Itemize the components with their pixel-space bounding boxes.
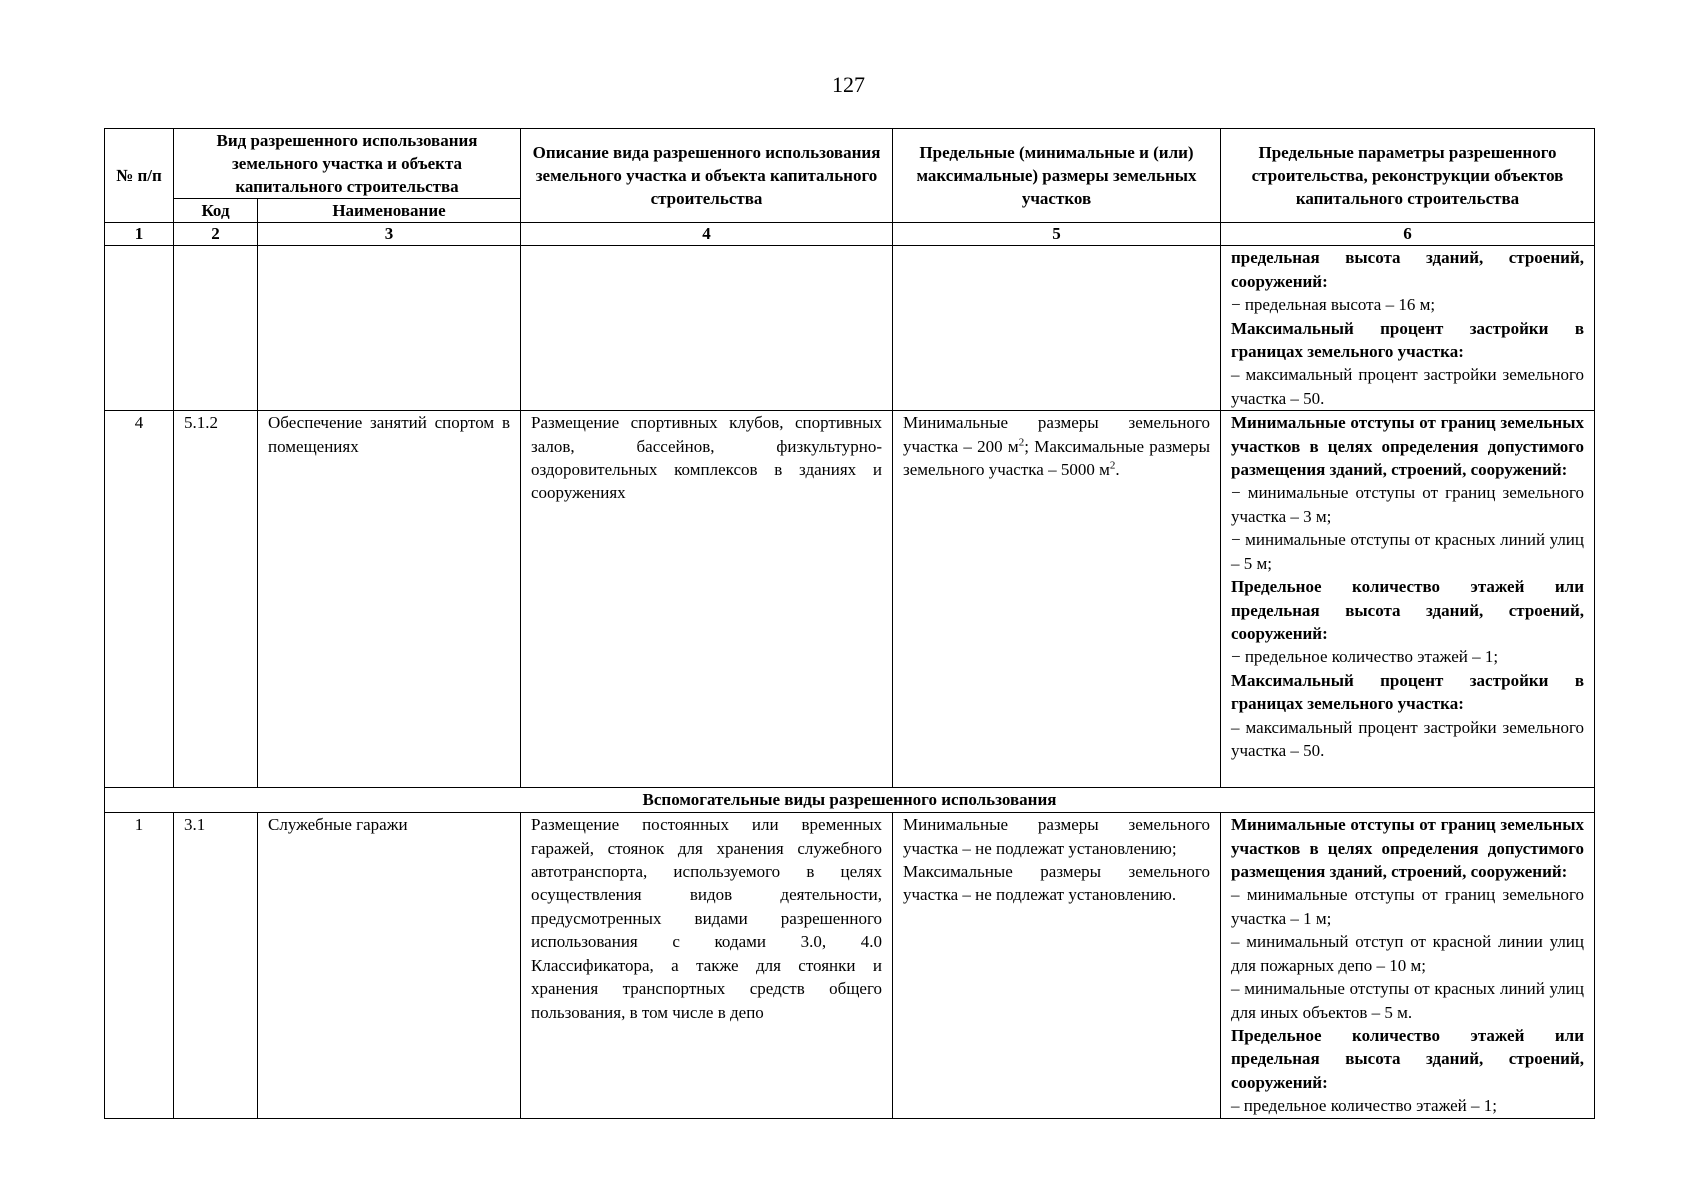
row-num: 1	[105, 813, 174, 1118]
row-params	[1221, 813, 1595, 1118]
section-title: Вспомогательные виды разрешенного использования	[105, 788, 1595, 813]
row-code: 5.1.2	[174, 411, 258, 788]
column-numbers-row	[105, 223, 1595, 246]
row-num	[105, 246, 174, 411]
param-heading: Максимальный процент застройки в границах земельного участка:	[1231, 670, 1584, 714]
param-item: − минимальные отступы от красных линий улиц – 5 м;	[1231, 530, 1584, 573]
header-desc: Описание вида разрешенного использования земельного участка и объекта капитального строительства	[521, 129, 893, 223]
column-number: 1	[105, 223, 174, 246]
punctuation: .	[1115, 460, 1120, 480]
header-params: Предельные параметры разрешенного строительства, реконструкции объектов капитального строительства	[1221, 129, 1595, 223]
row-num: 4	[105, 411, 174, 788]
column-number: 5	[893, 223, 1221, 246]
table-row	[105, 813, 1595, 1118]
row-sizes	[893, 411, 1221, 788]
table-row	[105, 411, 1595, 788]
row-name: Обеспечение занятий спортом в помещениях	[258, 411, 521, 788]
column-number: 2	[174, 223, 258, 246]
param-heading: Минимальные отступы от границ земельных участков в целях определения допустимого размещения зданий, строений, сооружений:	[1231, 815, 1584, 882]
param-heading: предельная высота зданий, строений, сооружений:	[1231, 248, 1584, 291]
param-item: − предельное количество этажей – 1;	[1231, 647, 1499, 667]
punctuation: ;	[1024, 436, 1029, 456]
param-heading: Максимальный процент застройки в границах земельного участка:	[1231, 318, 1584, 362]
row-name: Служебные гаражи	[258, 813, 521, 1118]
param-heading: Предельное количество этажей или предельная высота зданий, строений, сооружений:	[1231, 577, 1584, 643]
param-item: – максимальный процент застройки земельного участка – 50.	[1231, 365, 1584, 408]
table-header-row	[105, 129, 1595, 199]
column-number: 4	[521, 223, 893, 246]
row-desc	[521, 246, 893, 411]
regulations-table	[104, 128, 1595, 1119]
row-sizes	[893, 246, 1221, 411]
param-item: – максимальный процент застройки земельного участка – 50.	[1231, 717, 1584, 760]
column-number: 3	[258, 223, 521, 246]
section-row	[105, 788, 1595, 813]
header-kod: Код	[174, 199, 258, 223]
header-name: Наименование	[258, 199, 521, 223]
table-row	[105, 246, 1595, 411]
row-name	[258, 246, 521, 411]
row-params	[1221, 411, 1595, 788]
param-item: – минимальный отступ от красной линии улиц для пожарных депо – 10 м;	[1231, 932, 1584, 975]
row-code	[174, 246, 258, 411]
size-max: Максимальные размеры земельного участка – 5000 м	[903, 436, 1211, 480]
param-item: – минимальные отступы от красных линий улиц для иных объектов – 5 м.	[1231, 979, 1584, 1022]
param-heading: Минимальные отступы от границ земельных участков в целях определения допустимого размещения зданий, строений, сооружений:	[1231, 413, 1584, 480]
row-sizes	[893, 813, 1221, 1118]
param-item: − минимальные отступы от границ земельного участка – 3 м;	[1231, 483, 1584, 526]
size-min: Минимальные размеры земельного участка – 200 м	[903, 413, 1210, 456]
row-code: 3.1	[174, 813, 258, 1118]
param-item: – минимальные отступы от границ земельного участка – 1 м;	[1231, 885, 1584, 928]
header-num: № п/п	[105, 129, 174, 223]
superscript: 2	[1109, 459, 1116, 472]
param-heading: Предельное количество этажей или предельная высота зданий, строений, сооружений:	[1231, 1025, 1584, 1092]
header-vid: Вид разрешенного использования земельного участка и объекта капитального строительства	[174, 129, 521, 199]
row-params	[1221, 246, 1595, 411]
column-number: 6	[1221, 223, 1595, 246]
row-desc: Размещение постоянных или временных гаражей, стоянок для хранения служебного автотранспорта, используемого в целях осуществления видов деятельности, предусмотренных видами разрешенного использования с кодами 3.0, 4.0 Классификатора, а также для стоянки и хранения транспортных средств общего пользования, в том числе в депо	[521, 813, 893, 1118]
param-item: – предельное количество этажей – 1;	[1231, 1096, 1497, 1116]
header-sizes: Предельные (минимальные и (или) максимальные) размеры земельных участков	[893, 129, 1221, 223]
superscript: 2	[1018, 436, 1025, 448]
row-desc: Размещение спортивных клубов, спортивных залов, бассейнов, физкультурно-оздоровительных комплексов в зданиях и сооружениях	[521, 411, 893, 788]
page-number: 127	[832, 72, 865, 97]
size-max: Максимальные размеры земельного участка – не подлежат установлению.	[903, 862, 1210, 905]
param-item: − предельная высота – 16 м;	[1231, 295, 1436, 315]
size-min: Минимальные размеры земельного участка – не подлежат установлению;	[903, 815, 1210, 858]
